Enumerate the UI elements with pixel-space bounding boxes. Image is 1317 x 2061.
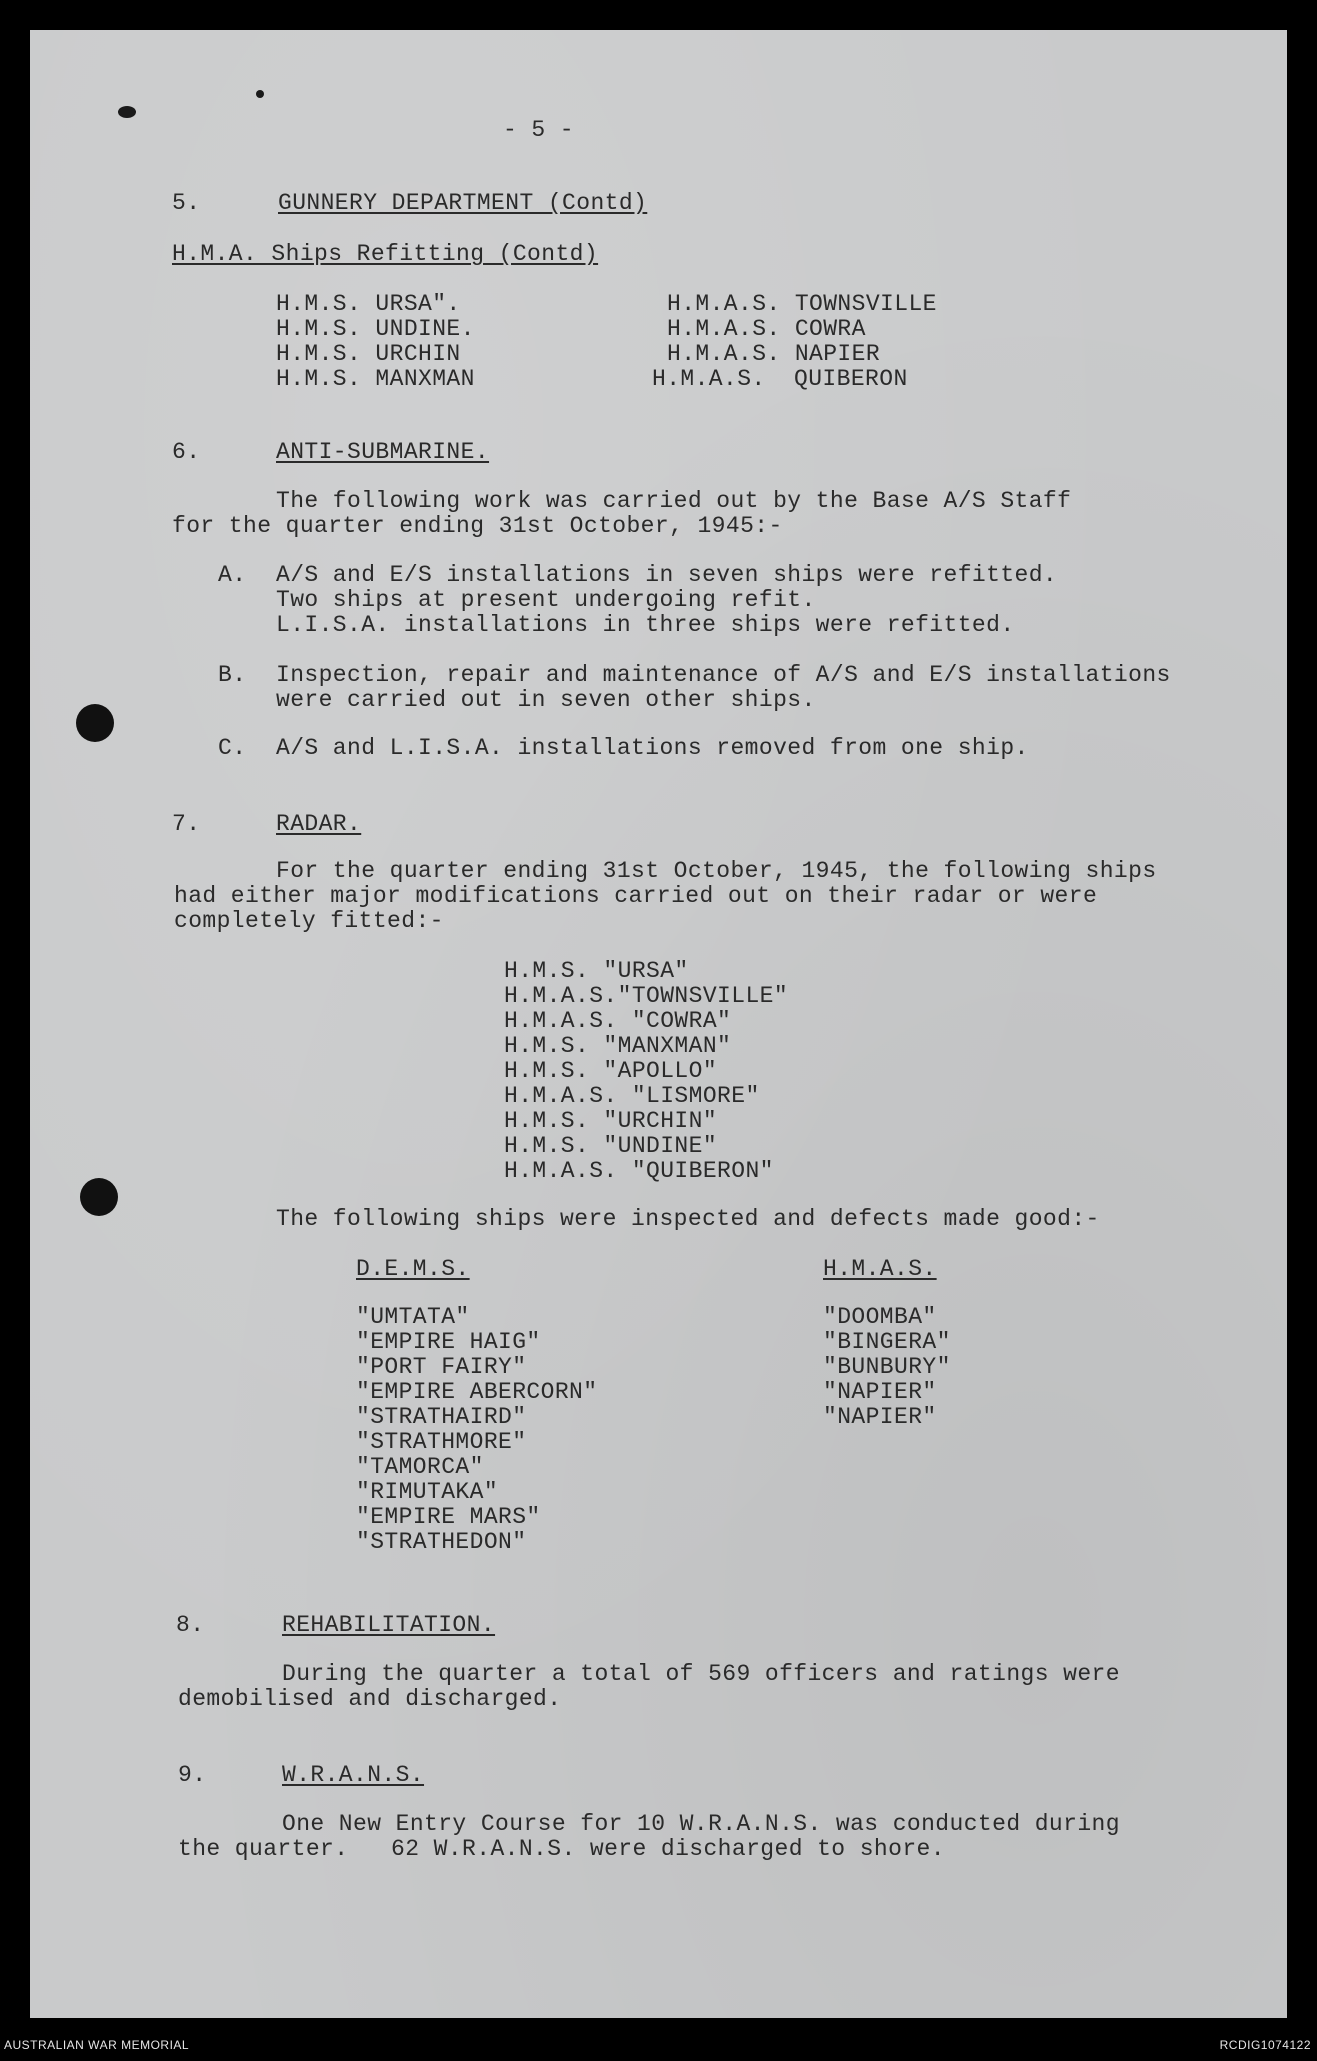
ship-entry: H.M.A.S. "LISMORE" [504, 1083, 760, 1109]
dems-ship: "EMPIRE ABERCORN" [356, 1379, 598, 1405]
paragraph-line: The following work was carried out by the Base A/S Staff [276, 488, 1072, 514]
paragraph-line: for the quarter ending 31st October, 1945:- [172, 513, 783, 539]
paragraph-line: The following ships were inspected and defects made good:- [276, 1206, 1100, 1232]
dems-ship: "STRATHMORE" [356, 1429, 527, 1455]
section-title: W.R.A.N.S. [282, 1762, 425, 1788]
item-line: Inspection, repair and maintenance of A/S and E/S installations [276, 662, 1171, 688]
paragraph-line: had either major modifications carried out on their radar or were [174, 883, 1098, 909]
hmas-ship: "NAPIER" [823, 1404, 937, 1430]
hmas-ship: "DOOMBA" [823, 1304, 937, 1330]
ship-entry: H.M.A.S. NAPIER [667, 341, 881, 367]
ship-entry: H.M.A.S. "COWRA" [504, 1008, 732, 1034]
punch-hole [76, 704, 114, 742]
item-line: A/S and L.I.S.A. installations removed from one ship. [276, 735, 1029, 761]
item-line: L.I.S.A. installations in three ships were refitted. [276, 612, 1015, 638]
item-line: were carried out in seven other ships. [276, 687, 816, 713]
ship-entry: H.M.S. URSA". [276, 291, 461, 317]
ship-entry: H.M.S. MANXMAN [276, 366, 475, 392]
section-title: REHABILITATION. [282, 1612, 496, 1638]
dems-ship: "UMTATA" [356, 1304, 470, 1330]
section-title: ANTI-SUBMARINE. [276, 439, 490, 465]
ship-entry: H.M.A.S. COWRA [667, 316, 866, 342]
hmas-ship: "BUNBURY" [823, 1354, 951, 1380]
ship-entry: H.M.S. "MANXMAN" [504, 1033, 732, 1059]
item-line: Two ships at present undergoing refit. [276, 587, 816, 613]
ship-entry: H.M.A.S."TOWNSVILLE" [504, 983, 789, 1009]
paragraph-line: During the quarter a total of 569 officers and ratings were [282, 1661, 1120, 1687]
section-number: 8. [176, 1612, 205, 1638]
item-line: A/S and E/S installations in seven ships were refitted. [276, 562, 1058, 588]
section-number: 5. [172, 190, 201, 216]
section-subtitle: H.M.A. Ships Refitting (Contd) [172, 241, 599, 267]
ship-entry: H.M.A.S. TOWNSVILLE [667, 291, 937, 317]
footer-archive-name: AUSTRALIAN WAR MEMORIAL [4, 2038, 190, 2052]
ship-entry: H.M.S. "URCHIN" [504, 1108, 718, 1134]
hmas-heading: H.M.A.S. [823, 1256, 937, 1282]
section-number: 9. [178, 1762, 207, 1788]
dems-heading: D.E.M.S. [356, 1256, 470, 1282]
ink-speck [118, 106, 136, 118]
footer-record-id: RCDIG1074122 [1219, 2038, 1311, 2052]
dems-ship: "TAMORCA" [356, 1454, 484, 1480]
ship-entry: H.M.S. "UNDINE" [504, 1133, 718, 1159]
page-number: - 5 - [503, 117, 575, 143]
paragraph-line: completely fitted:- [174, 908, 444, 934]
ship-entry: H.M.A.S. QUIBERON [652, 366, 908, 392]
ship-entry: H.M.S. "URSA" [504, 958, 689, 984]
dems-ship: "STRATHEDON" [356, 1529, 527, 1555]
section-number: 7. [172, 811, 201, 837]
ship-entry: H.M.S. UNDINE. [276, 316, 475, 342]
dems-ship: "PORT FAIRY" [356, 1354, 527, 1380]
ship-entry: H.M.S. "APOLLO" [504, 1058, 718, 1084]
ship-entry: H.M.A.S. "QUIBERON" [504, 1158, 774, 1184]
dems-ship: "STRATHAIRD" [356, 1404, 527, 1430]
paragraph-line: the quarter. 62 W.R.A.N.S. were discharged to shore. [178, 1836, 945, 1862]
paragraph-line: One New Entry Course for 10 W.R.A.N.S. was conducted during [282, 1811, 1120, 1837]
section-title: RADAR. [276, 811, 362, 837]
hmas-ship: "BINGERA" [823, 1329, 951, 1355]
hmas-ship: "NAPIER" [823, 1379, 937, 1405]
paragraph-line: For the quarter ending 31st October, 1945, the following ships [276, 858, 1157, 884]
dems-ship: "EMPIRE MARS" [356, 1504, 541, 1530]
dems-ship: "RIMUTAKA" [356, 1479, 499, 1505]
item-letter: C. [218, 735, 247, 761]
section-number: 6. [172, 439, 201, 465]
punch-hole [80, 1178, 118, 1216]
ship-entry: H.M.S. URCHIN [276, 341, 461, 367]
dems-ship: "EMPIRE HAIG" [356, 1329, 541, 1355]
section-title: GUNNERY DEPARTMENT (Contd) [278, 190, 648, 216]
ink-speck [256, 90, 264, 98]
paragraph-line: demobilised and discharged. [178, 1686, 562, 1712]
item-letter: A. [218, 562, 247, 588]
item-letter: B. [218, 662, 247, 688]
document-page [30, 30, 1287, 2018]
